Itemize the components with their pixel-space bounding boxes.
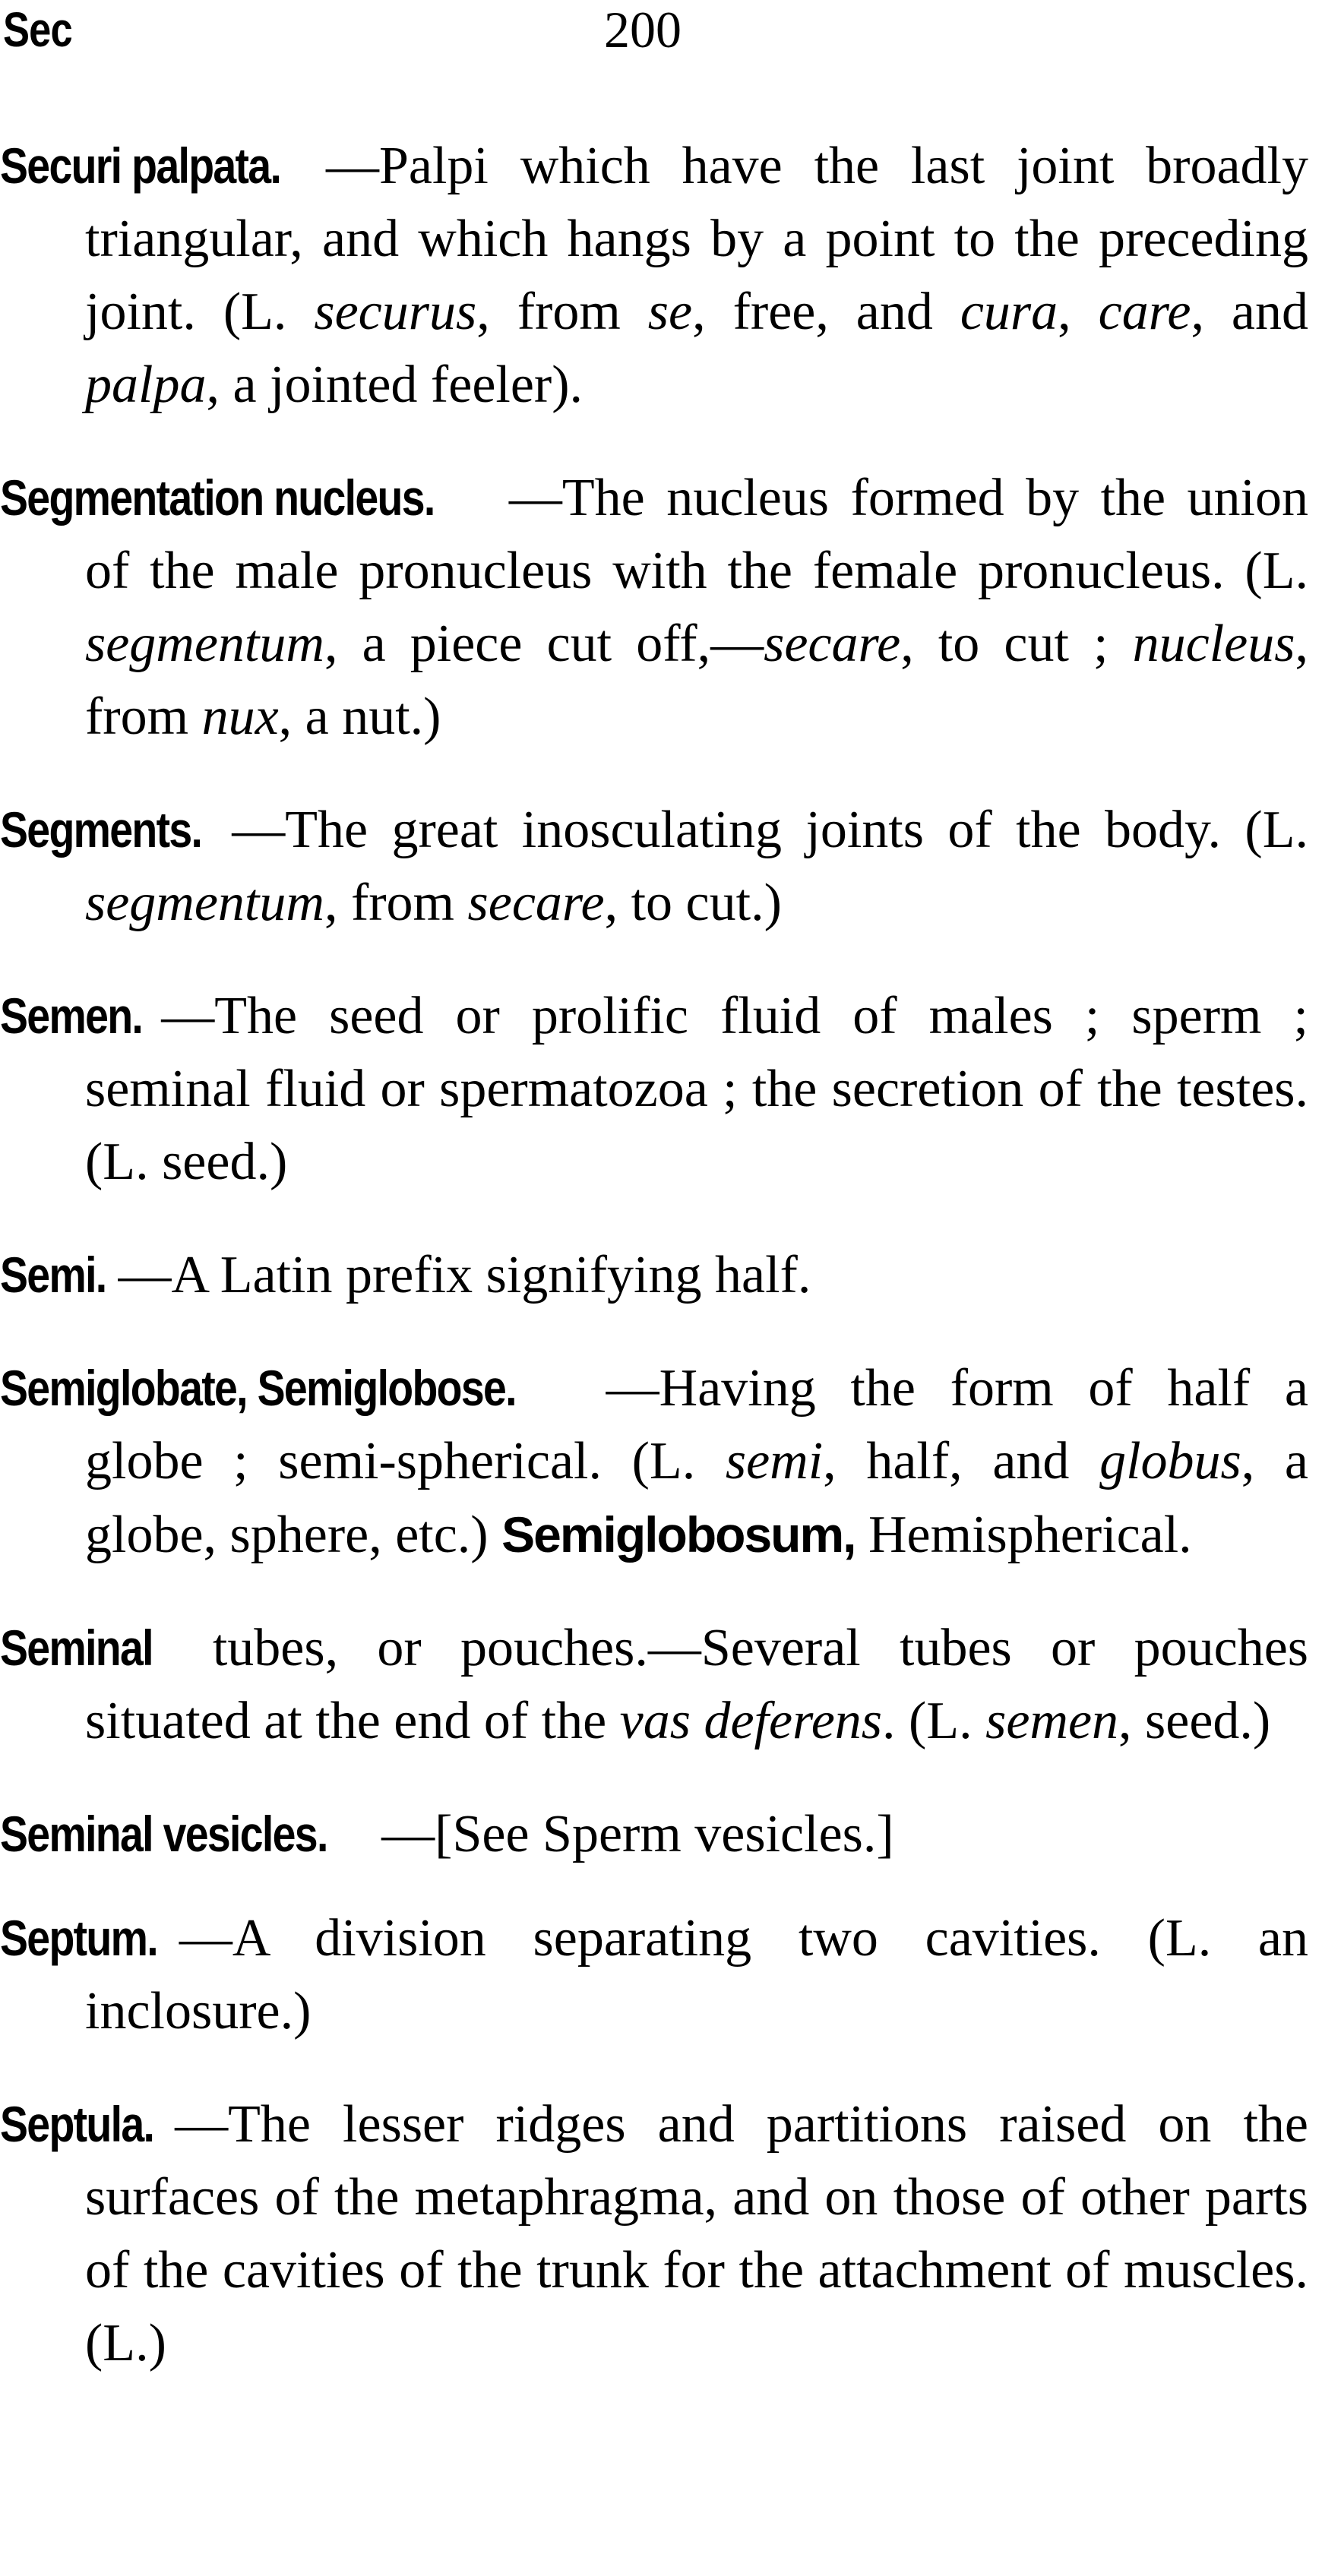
entry-text: —Having the form of half a globe ; semi-spherical. (L. <box>85 1359 1308 1490</box>
entry-text: tubes, or pouches.—Several tubes or pouches situated at the end of the <box>85 1619 1308 1750</box>
entry-text-italic: globus <box>1099 1432 1241 1490</box>
entry-text: —A Latin prefix signifying half. <box>118 1246 811 1304</box>
entry-text: , a globe, sphere, etc.) <box>85 1432 1308 1564</box>
entry-text-italic: nux <box>201 687 279 746</box>
entry-term: Semi. <box>0 1247 106 1303</box>
entry-list <box>0 129 1308 2420</box>
entry-text-italic: segmentum <box>85 615 324 673</box>
entry-text-italic: palpa <box>85 356 207 414</box>
entry-subterm: Semiglobosum, <box>501 1506 856 1563</box>
entry-text: , seed.) <box>1118 1692 1271 1750</box>
entry-term: Seminal vesicles. <box>0 1806 327 1862</box>
entry-semen <box>0 979 1308 1199</box>
entry-text-italic: secare <box>764 615 901 673</box>
entry-text: , from <box>324 874 468 932</box>
entry-term: Securi palpata. <box>0 137 281 194</box>
entry-term: Seminal <box>0 1620 153 1676</box>
entry-text: , to cut ; <box>900 615 1133 673</box>
entry-term: Semen. <box>0 988 143 1044</box>
entry-term: Septum. <box>0 1910 157 1966</box>
entry-text: , and <box>1191 283 1308 341</box>
entry-text: , <box>1058 283 1099 341</box>
entry-term: Segments. <box>0 801 202 858</box>
entry-text: , to cut.) <box>604 874 782 932</box>
entry-text-italic: securus <box>314 283 477 341</box>
entry-seminal-vesicles <box>0 1797 1308 1871</box>
entry-term: Segmentation nucleus. <box>0 469 435 526</box>
entry-text: , free, and <box>692 283 960 341</box>
entry-text: , a piece cut off,— <box>324 615 764 673</box>
entry-text: , from <box>476 283 648 341</box>
entry-septum <box>0 1901 1308 2048</box>
entry-segments <box>0 793 1308 940</box>
entry-septula <box>0 2088 1308 2380</box>
entry-seminal <box>0 1611 1308 1758</box>
entry-text: —The lesser ridges and partitions raised on the surfaces of the metaphragma, and on those of other parts of the cavities of the trunk for the attachment of muscles. (L.) <box>85 2095 1308 2372</box>
entry-text: , from <box>85 615 1308 746</box>
entry-segmentation-nucleus <box>0 461 1308 754</box>
page-number: 200 <box>604 1 682 58</box>
entry-term: Septula. <box>0 2096 154 2152</box>
entry-text: —Palpi which have the last joint broadly triangular, and which hangs by a point to the preceding joint. (L. <box>85 137 1308 341</box>
entry-text: , a jointed feeler). <box>206 356 584 414</box>
entry-semi <box>0 1238 1308 1312</box>
guide-word: Sec <box>3 2 72 57</box>
entry-text: , half, and <box>823 1432 1100 1490</box>
entry-text: —[See Sperm vesicles.] <box>381 1805 894 1863</box>
running-head <box>0 0 1322 61</box>
entry-text-italic: se <box>647 283 693 341</box>
entry-text: Hemispherical. <box>855 1506 1192 1564</box>
entry-text-italic: nucleus <box>1132 615 1295 673</box>
entry-text: , a nut.) <box>278 687 441 746</box>
entry-text: —A division separating two cavities. (L. an inclosure.) <box>85 1909 1308 2040</box>
entry-text-italic: semi <box>725 1432 824 1490</box>
entry-text-italic: vas deferens <box>619 1692 883 1750</box>
entry-securi-palpata <box>0 129 1308 422</box>
entry-text: —The great inosculating joints of the body. (L. <box>232 801 1308 859</box>
entry-text-italic: secare <box>467 874 605 932</box>
entry-text-italic: semen <box>985 1692 1119 1750</box>
entry-text-italic: care <box>1098 283 1191 341</box>
entry-semiglobate <box>0 1351 1308 1572</box>
entry-text-italic: segmentum <box>85 874 324 932</box>
entry-text-italic: cura <box>960 283 1058 341</box>
entry-text: —The seed or prolific fluid of males ; sperm ; seminal fluid or spermatozoa ; the secretion of the testes. (L. seed.) <box>85 987 1308 1191</box>
entry-text: . (L. <box>882 1692 986 1750</box>
entry-term: Semiglobate, Semiglobose. <box>0 1360 516 1416</box>
entry-text: —The nucleus formed by the union of the male pronucleus with the female pronucleus. (L. <box>85 469 1308 600</box>
